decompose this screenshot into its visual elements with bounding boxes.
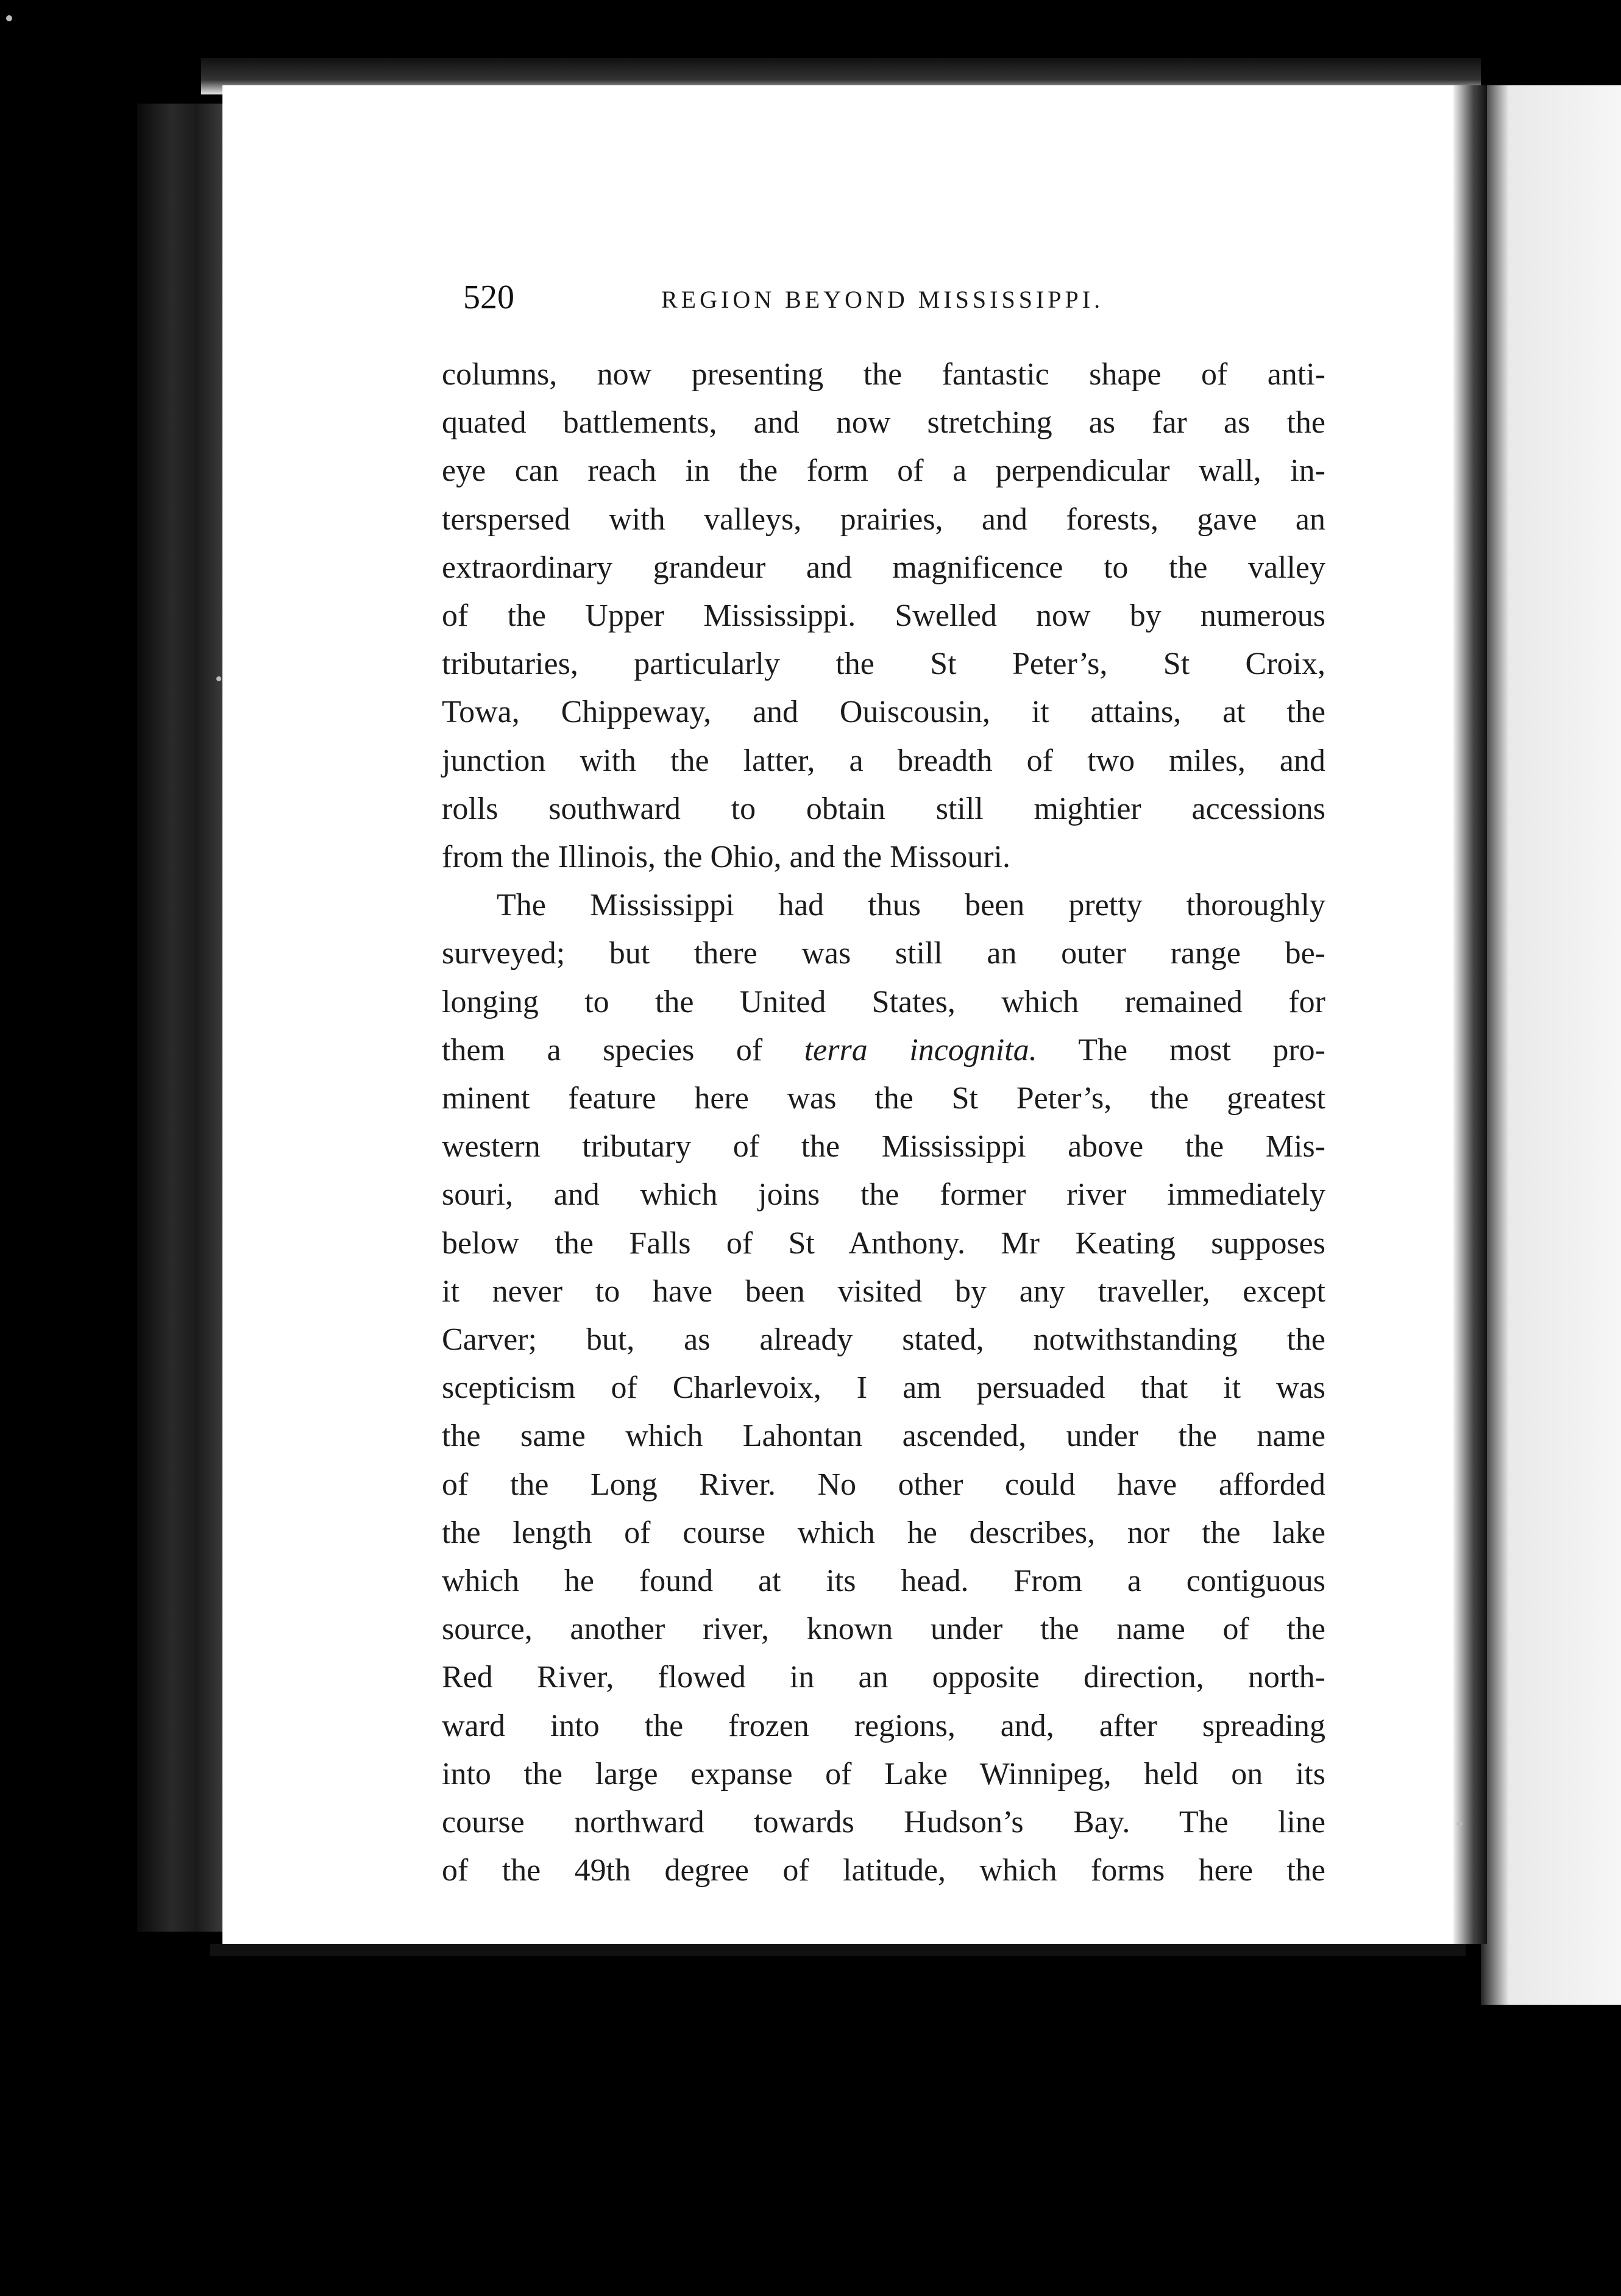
text-line: Carver; but, as already stated, notwithstanding the bbox=[442, 1322, 1325, 1358]
text-line: eye can reach in the form of a perpendicular wall, in- bbox=[442, 453, 1325, 489]
page-stack-edge bbox=[137, 104, 222, 1932]
text-line: it never to have been visited by any traveller, except bbox=[442, 1274, 1325, 1309]
text-line: course northward towards Hudson’s Bay. The line bbox=[442, 1805, 1325, 1840]
text-line: quated battlements, and now stretching as far as the bbox=[442, 405, 1325, 441]
text-segment: The most pro- bbox=[1078, 1032, 1325, 1068]
facing-page bbox=[1481, 85, 1621, 2005]
text-line: into the large expanse of Lake Winnipeg, held on its bbox=[442, 1756, 1325, 1791]
text-line: source, another river, known under the name of the bbox=[442, 1612, 1325, 1647]
paragraph-2 bbox=[442, 881, 1325, 1894]
scan-speck bbox=[216, 676, 221, 681]
text-line: which he found at its head. From a contiguous bbox=[442, 1564, 1325, 1599]
text-line: The Mississippi had thus been pretty thoroughly bbox=[497, 888, 1325, 923]
text-line: the same which Lahontan ascended, under the name bbox=[442, 1419, 1325, 1454]
text-line: extraordinary grandeur and magnificence to the valley bbox=[442, 550, 1325, 585]
text-line: of the Upper Mississippi. Swelled now by numerous bbox=[442, 598, 1325, 634]
text-line: of the Long River. No other could have afforded bbox=[442, 1467, 1325, 1502]
book-gutter bbox=[1453, 85, 1487, 1944]
text-line: longing to the United States, which remained for bbox=[442, 984, 1325, 1019]
text-line: tributaries, particularly the St Peter’s, St Croix, bbox=[442, 647, 1325, 682]
text-line: ward into the frozen regions, and, after spreading bbox=[442, 1708, 1325, 1743]
running-head: REGION BEYOND MISSISSIPPI. bbox=[661, 286, 1104, 313]
text-line: below the Falls of St Anthony. Mr Keating supposes bbox=[442, 1225, 1325, 1261]
scan-speck bbox=[6, 15, 12, 21]
text-line: junction with the latter, a breadth of two miles, and bbox=[442, 743, 1325, 778]
text-line: souri, and which joins the former river immediately bbox=[442, 1177, 1325, 1213]
text-line: columns, now presenting the fantastic shape of anti- bbox=[442, 357, 1325, 392]
text-line: surveyed; but there was still an outer range be- bbox=[442, 936, 1325, 971]
body-text bbox=[442, 350, 1325, 1895]
italic-phrase: terra incognita. bbox=[804, 1032, 1037, 1068]
text-line: minent feature here was the St Peter’s, the greatest bbox=[442, 1081, 1325, 1116]
text-line-with-italic bbox=[442, 1026, 1325, 1074]
text-line: of the 49th degree of latitude, which forms here the bbox=[442, 1853, 1325, 1888]
text-line: the length of course which he describes, nor the lake bbox=[442, 1515, 1325, 1550]
text-segment: them a species of bbox=[442, 1032, 763, 1068]
text-line: from the Illinois, the Ohio, and the Missouri. bbox=[442, 840, 1011, 875]
text-line: Red River, flowed in an opposite direction, north- bbox=[442, 1660, 1325, 1695]
text-line: terspersed with valleys, prairies, and forests, gave an bbox=[442, 501, 1325, 537]
text-line: scepticism of Charlevoix, I am persuaded that it was bbox=[442, 1370, 1325, 1406]
page-number: 520 bbox=[463, 278, 514, 316]
text-line: Towa, Chippeway, and Ouiscousin, it attains, at the bbox=[442, 695, 1325, 730]
paragraph-1 bbox=[442, 350, 1325, 881]
text-line: western tributary of the Mississippi above the Mis- bbox=[442, 1129, 1325, 1164]
scan-speck bbox=[1456, 1822, 1463, 1826]
text-line: rolls southward to obtain still mightier accessions bbox=[442, 791, 1325, 826]
page-bottom-edge bbox=[210, 1944, 1466, 1956]
